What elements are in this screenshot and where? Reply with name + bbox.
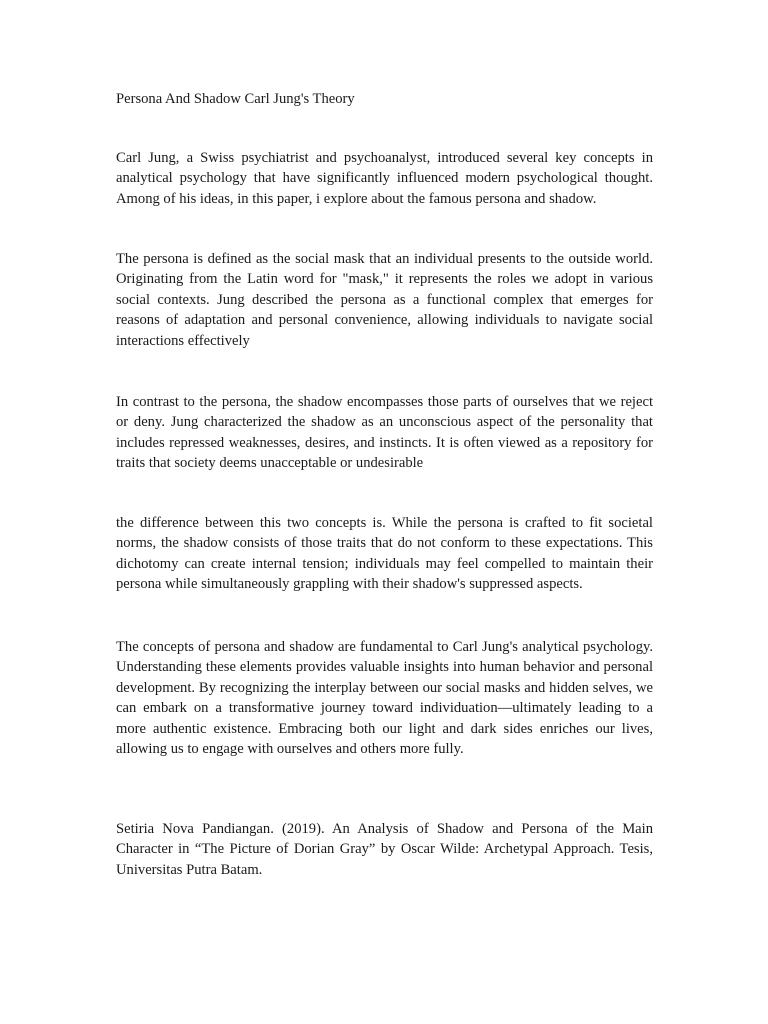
paragraph-shadow: In contrast to the persona, the shadow encompasses those parts of ourselves that we reject or deny. Jung characterized the shadow as an unconscious aspect of the personality that includes repressed weaknesses, desires, and instincts. It is often viewed as a repository for traits that society deems unacceptable or undesirable <box>116 394 653 472</box>
paragraph-difference: the difference between this two concepts is. While the persona is crafted to fit societal norms, the shadow consists of those traits that do not conform to these expectations. This dichotomy can create internal tension; individuals may feel compelled to maintain their persona while simultaneously grappling with their shadow's suppressed aspects. <box>116 515 653 593</box>
paragraph-persona: The persona is defined as the social mask that an individual presents to the outside world. Originating from the Latin word for "mask," it represents the roles we adopt in various social contexts. Jung described the persona as a functional complex that emerges for reasons of adaptation and personal convenience, allowing individuals to navigate social interactions effectively <box>116 251 653 349</box>
document-title: Persona And Shadow Carl Jung's Theory <box>116 91 355 107</box>
paragraph-conclusion: The concepts of persona and shadow are fundamental to Carl Jung's analytical psychology. Understanding these elements provides valuable insights into human behavior and personal development. By recognizing the interplay between our social masks and hidden selves, we can embark on a transformative journey toward individuation—ultimately leading to a more authentic existence. Embracing both our light and dark sides enriches our lives, allowing us to engage with ourselves and others more fully. <box>116 639 653 758</box>
reference-citation: Setiria Nova Pandiangan. (2019). An Analysis of Shadow and Persona of the Main Character in “The Picture of Dorian Gray” by Oscar Wilde: Archetypal Approach. Tesis, Universitas Putra Batam. <box>116 821 653 878</box>
paragraph-introduction: Carl Jung, a Swiss psychiatrist and psychoanalyst, introduced several key concepts in analytical psychology that have significantly influenced modern psychological thought. Among of his ideas, in this paper, i explore about the famous persona and shadow. <box>116 150 653 207</box>
